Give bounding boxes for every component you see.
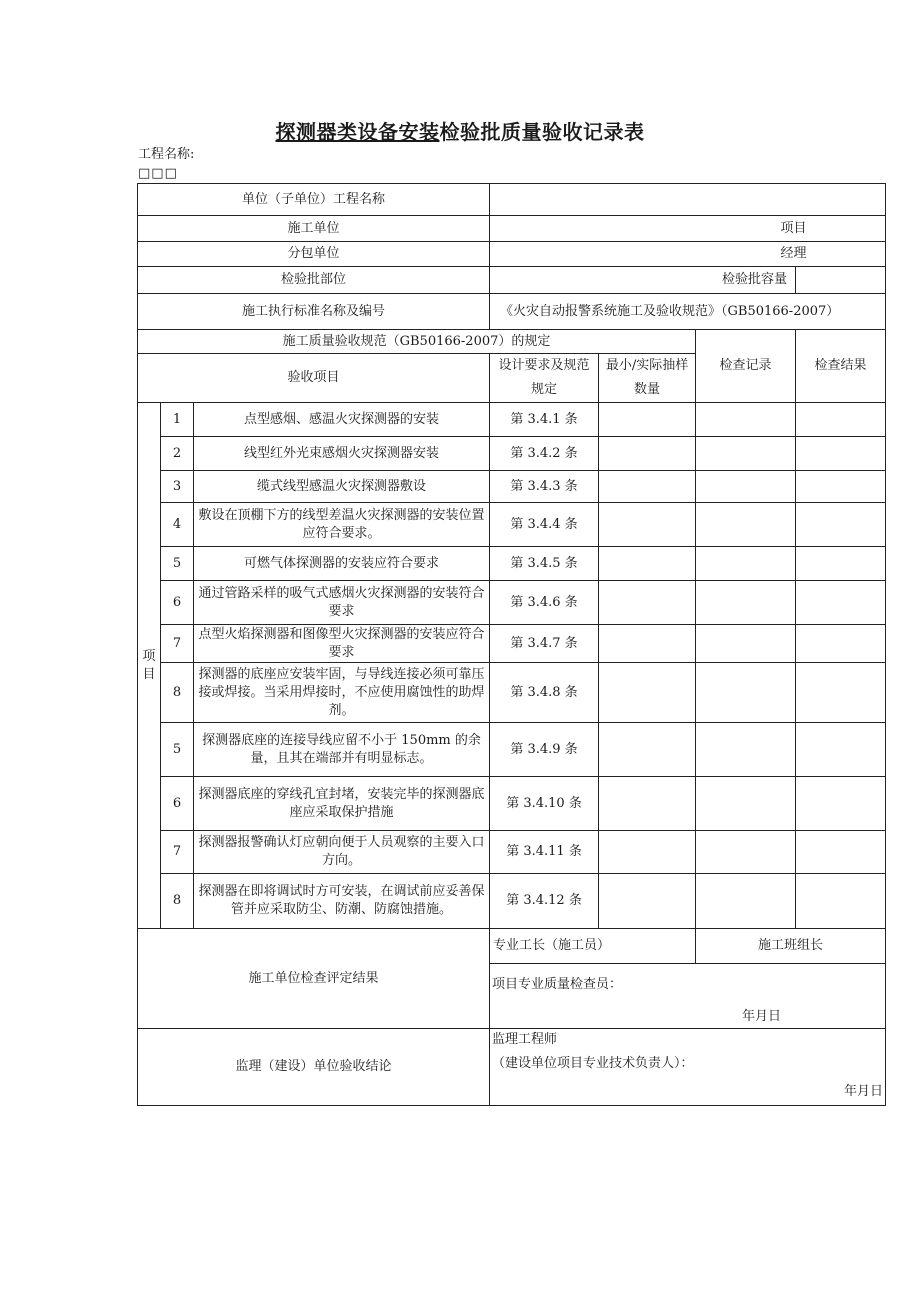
item-no: 5 — [161, 723, 194, 777]
inspection-part-label: 检验批部位 — [138, 267, 490, 294]
project-manager-label-1: 项目 — [765, 216, 886, 242]
item-record[interactable] — [696, 831, 796, 874]
construction-unit-label: 施工单位 — [138, 216, 490, 242]
foreman-label: 专业工长（施工员） — [490, 929, 696, 964]
row-supervision — [138, 1029, 886, 1106]
design-req-header: 设计要求及规范规定 — [490, 354, 599, 403]
table-row — [138, 723, 886, 777]
item-clause: 第 3.4.11 条 — [490, 831, 599, 874]
item-no: 7 — [161, 831, 194, 874]
item-result[interactable] — [796, 547, 886, 581]
item-result[interactable] — [796, 625, 886, 663]
item-clause: 第 3.4.8 条 — [490, 663, 599, 723]
item-sample[interactable] — [599, 777, 696, 831]
item-sample[interactable] — [599, 723, 696, 777]
item-no: 7 — [161, 625, 194, 663]
item-result[interactable] — [796, 723, 886, 777]
supervision-label: 监理（建设）单位验收结论 — [138, 1029, 490, 1106]
item-header: 验收项目 — [138, 354, 490, 403]
construction-check-label: 施工单位检查评定结果 — [138, 929, 490, 1029]
table-row — [138, 403, 886, 437]
item-result[interactable] — [796, 403, 886, 437]
title-underlined: 探测器类设备安装 — [275, 120, 440, 144]
item-text: 探测器底座的穿线孔宜封堵，安装完毕的探测器底座应采取保护措施 — [194, 777, 490, 831]
side-label-top: 项 — [142, 648, 156, 664]
item-text: 探测器底座的连接导线应留不小于 150mm 的余量，且其在端部并有明显标志。 — [194, 723, 490, 777]
item-result[interactable] — [796, 471, 886, 503]
qc-inspector-label: 项目专业质量检查员： — [492, 977, 623, 992]
construction-unit-value[interactable] — [490, 216, 765, 242]
item-text: 探测器报警确认灯应朝向便于人员观察的主要入口方向。 — [194, 831, 490, 874]
table-row — [138, 503, 886, 547]
item-sample[interactable] — [599, 437, 696, 471]
supervisor-engineer-label: 监理工程师 — [492, 1032, 558, 1047]
item-result[interactable] — [796, 503, 886, 547]
inspection-capacity-label: 检验批容量 — [490, 267, 796, 294]
item-text: 探测器的底座应安装牢固，与导线连接必须可靠压接或焊接。当采用焊接时，不应使用腐蚀性的助焊剂。 — [194, 663, 490, 723]
supervision-cell[interactable] — [490, 1029, 886, 1106]
page-title — [0, 116, 920, 145]
sample-header: 最小/实际抽样数量 — [599, 354, 696, 403]
table-row — [138, 777, 886, 831]
row-subcontract-unit — [138, 242, 886, 267]
subcontract-unit-label: 分包单位 — [138, 242, 490, 267]
item-sample[interactable] — [599, 874, 696, 929]
placeholder-boxes: □□□ — [138, 166, 178, 181]
item-no: 4 — [161, 503, 194, 547]
item-text: 探测器在即将调试时方可安装，在调试前应妥善保管并应采取防尘、防潮、防腐蚀措施。 — [194, 874, 490, 929]
item-clause: 第 3.4.7 条 — [490, 625, 599, 663]
item-record[interactable] — [696, 581, 796, 625]
item-sample[interactable] — [599, 503, 696, 547]
item-record[interactable] — [696, 874, 796, 929]
standard-value: 《火灾自动报警系统施工及验收规范》（GB50166-2007） — [490, 294, 886, 330]
item-clause: 第 3.4.3 条 — [490, 471, 599, 503]
date-1: 年月日 — [742, 1009, 782, 1024]
unit-project-label: 单位（子单位）工程名称 — [138, 184, 490, 216]
item-text: 点型火焰探测器和图像型火灾探测器的安装应符合要求 — [194, 625, 490, 663]
item-text: 缆式线型感温火灾探测器敷设 — [194, 471, 490, 503]
item-no: 1 — [161, 403, 194, 437]
unit-project-value[interactable] — [490, 184, 886, 216]
side-label-bottom: 目 — [142, 666, 156, 682]
item-text: 线型红外光束感烟火灾探测器安装 — [194, 437, 490, 471]
item-clause: 第 3.4.9 条 — [490, 723, 599, 777]
item-record[interactable] — [696, 471, 796, 503]
item-record[interactable] — [696, 437, 796, 471]
item-text: 敷设在顶棚下方的线型差温火灾探测器的安装位置应符合要求。 — [194, 503, 490, 547]
title-rest: 检验批质量验收记录表 — [439, 120, 645, 144]
subcontract-unit-value[interactable] — [490, 242, 765, 267]
row-construction-check — [138, 929, 886, 964]
row-unit-project — [138, 184, 886, 216]
row-standard — [138, 294, 886, 330]
item-record[interactable] — [696, 723, 796, 777]
item-result[interactable] — [796, 437, 886, 471]
item-record[interactable] — [696, 625, 796, 663]
item-result[interactable] — [796, 581, 886, 625]
item-result[interactable] — [796, 831, 886, 874]
item-result[interactable] — [796, 874, 886, 929]
item-sample[interactable] — [599, 663, 696, 723]
item-clause: 第 3.4.4 条 — [490, 503, 599, 547]
owner-tech-label: （建设单位项目专业技术负责人）： — [492, 1056, 694, 1071]
item-record[interactable] — [696, 403, 796, 437]
row-spec-header — [138, 330, 886, 354]
item-clause: 第 3.4.2 条 — [490, 437, 599, 471]
item-text: 可燃气体探测器的安装应符合要求 — [194, 547, 490, 581]
inspection-capacity-value[interactable] — [796, 267, 886, 294]
table-row — [138, 831, 886, 874]
team-leader-label: 施工班组长 — [696, 929, 886, 964]
item-no: 5 — [161, 547, 194, 581]
item-sample[interactable] — [599, 547, 696, 581]
item-text: 通过管路采样的吸气式感烟火灾探测器的安装符合要求 — [194, 581, 490, 625]
row-construction-unit — [138, 216, 886, 242]
item-no: 8 — [161, 663, 194, 723]
standard-label: 施工执行标准名称及编号 — [138, 294, 490, 330]
item-result[interactable] — [796, 777, 886, 831]
item-record[interactable] — [696, 777, 796, 831]
item-clause: 第 3.4.12 条 — [490, 874, 599, 929]
item-record[interactable] — [696, 663, 796, 723]
table-row — [138, 874, 886, 929]
item-clause: 第 3.4.1 条 — [490, 403, 599, 437]
qc-inspector-cell[interactable] — [490, 964, 886, 1029]
date-2: 年月日 — [844, 1084, 884, 1099]
spec-rule-header: 施工质量验收规范（GB50166-2007）的规定 — [138, 330, 696, 354]
item-clause: 第 3.4.5 条 — [490, 547, 599, 581]
table-row — [138, 471, 886, 503]
item-sample[interactable] — [599, 625, 696, 663]
table-row — [138, 547, 886, 581]
table-row — [138, 663, 886, 723]
item-no: 2 — [161, 437, 194, 471]
item-text: 点型感烟、感温火灾探测器的安装 — [194, 403, 490, 437]
inspection-record-table — [137, 183, 886, 1106]
item-record[interactable] — [696, 503, 796, 547]
check-record-header: 检查记录 — [696, 330, 796, 403]
project-name-label: 工程名称: — [138, 147, 195, 162]
item-clause: 第 3.4.10 条 — [490, 777, 599, 831]
table-row — [138, 437, 886, 471]
table-row — [138, 581, 886, 625]
item-no: 8 — [161, 874, 194, 929]
check-result-header: 检查结果 — [796, 330, 886, 403]
item-clause: 第 3.4.6 条 — [490, 581, 599, 625]
item-sample[interactable] — [599, 403, 696, 437]
item-sample[interactable] — [599, 831, 696, 874]
side-label — [138, 403, 161, 929]
project-manager-label-2: 经理 — [765, 242, 886, 267]
item-no: 6 — [161, 777, 194, 831]
item-result[interactable] — [796, 663, 886, 723]
item-record[interactable] — [696, 547, 796, 581]
item-sample[interactable] — [599, 581, 696, 625]
item-no: 6 — [161, 581, 194, 625]
item-no: 3 — [161, 471, 194, 503]
item-sample[interactable] — [599, 471, 696, 503]
row-inspection-part — [138, 267, 886, 294]
table-row — [138, 625, 886, 663]
